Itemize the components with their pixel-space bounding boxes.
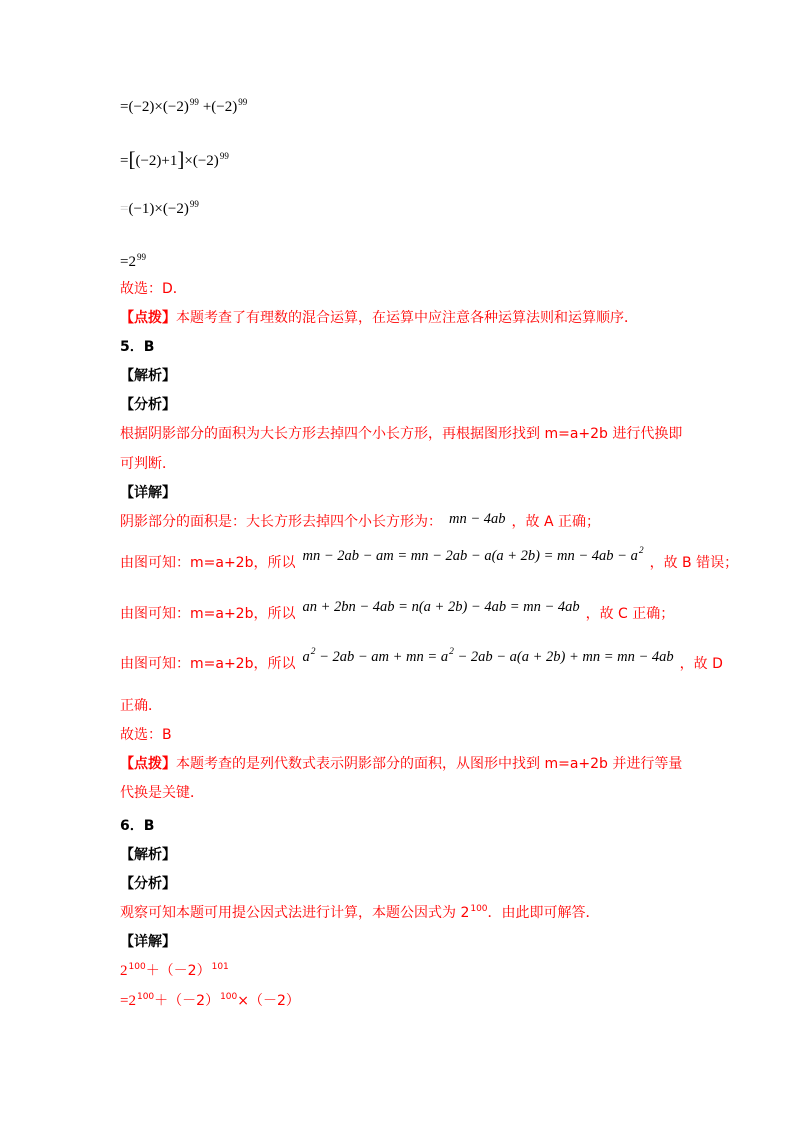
q5-detail-line-c	[120, 599, 675, 624]
q5-detail-d-formula-part-3: − 2ab − a(a + 2b) + mn = mn − 4ab	[453, 649, 674, 665]
q6-step-1	[120, 961, 229, 981]
q5-detail-b-formula-text: mn − 2ab − am = mn − 2ab − a(a + 2b) = mn − 4ab − a	[302, 548, 638, 564]
q5-detail-b-formula	[302, 548, 643, 564]
q6-step-2	[120, 991, 300, 1011]
q5-tip-line-2: 代换是关键．	[120, 785, 204, 801]
q4-step-2-expr: ×(−2)	[184, 153, 219, 169]
q4-tip	[120, 308, 638, 328]
q6-step-2-factor: ×（－2）	[237, 993, 300, 1009]
q6-step-1-exponent-1: 100	[128, 962, 146, 972]
q5-detail-d-formula-part-2: − 2ab − am + mn = a	[315, 649, 449, 665]
q6-jiexi-label: 【解析】	[120, 847, 176, 863]
q5-fenxi-label: 【分析】	[120, 397, 176, 413]
q5-detail-line-d	[120, 647, 723, 674]
q4-step-2-inner: (−2)+1	[135, 153, 178, 169]
q5-detail-d-formula-part-1: a	[302, 649, 310, 665]
q4-step-3	[120, 199, 199, 219]
q6-step-2-base: =2	[120, 993, 136, 1009]
q5-detail-d-formula-exponent-2: 2	[449, 647, 454, 657]
q4-tip-text: 本题考查了有理数的混合运算，在运算中应注意各种运算法则和运算顺序．	[176, 310, 638, 326]
q4-step-1-expr: =(−2)×(−2)	[120, 99, 189, 115]
q4-step-3-equals: =	[120, 201, 129, 217]
q5-tip-text-1: 本题考查的是列代数式表示阴影部分的面积，从图形中找到 m=a+2b 并进行等量	[176, 756, 683, 772]
q5-detail-d-continuation: 正确．	[120, 698, 162, 714]
q5-detail-d-formula	[302, 649, 673, 665]
q4-step-2	[120, 147, 229, 171]
q5-detail-a-suffix: ，故 A 正确；	[511, 514, 600, 530]
q4-step-2-right-bracket: ]	[177, 147, 185, 171]
q5-detail-d-formula-exponent-1: 2	[310, 647, 316, 657]
q5-fenxi-line-2: 可判断．	[120, 456, 176, 472]
q6-step-2-exponent-2: 100	[220, 992, 238, 1002]
q4-step-1-exponent: 99	[189, 97, 199, 107]
q5-detail-line-b	[120, 546, 739, 573]
q4-step-1-exponent-2: 99	[238, 97, 248, 107]
q6-fenxi-text	[120, 903, 600, 923]
q4-step-3-expr: (−1)×(−2)	[128, 201, 189, 217]
q4-tip-label: 【点拨】	[120, 310, 176, 326]
q4-step-2-left-bracket: [	[128, 147, 136, 171]
q5-detail-d-prefix: 由图可知：m=a+2b，所以	[120, 656, 296, 672]
q6-step-1-exponent-2: 101	[211, 962, 229, 972]
q5-detail-c-formula: an + 2bn − 4ab = n(a + 2b) − 4ab = mn − 4ab	[302, 599, 580, 615]
q6-fenxi-text-2: ．由此即可解答．	[487, 905, 600, 921]
q5-detail-c-prefix: 由图可知：m=a+2b，所以	[120, 606, 296, 622]
q4-answer: 故选：D．	[120, 281, 187, 297]
q6-step-1-term: ＋（－2）	[145, 963, 211, 979]
q6-step-2-term: ＋（－2）	[154, 993, 220, 1009]
q5-detail-line-a	[120, 512, 600, 532]
q6-fenxi-label: 【分析】	[120, 876, 176, 892]
q6-heading: 6．B	[120, 818, 155, 834]
q6-fenxi-exponent: 100	[470, 904, 488, 914]
q4-step-4	[120, 252, 146, 272]
q5-xiangjie-label: 【详解】	[120, 485, 176, 501]
q5-detail-a-prefix: 阴影部分的面积是：大长方形去掉四个小长方形为：	[120, 514, 442, 530]
q4-step-2-equals: =	[120, 153, 129, 169]
q5-jiexi-label: 【解析】	[120, 368, 176, 384]
q5-answer: 故选：B	[120, 727, 172, 743]
q4-step-1	[120, 97, 247, 117]
q5-detail-c-suffix: ，故 C 正确；	[585, 606, 675, 622]
q4-step-1-expr-2: +(−2)	[202, 99, 238, 115]
q4-step-3-exponent: 99	[189, 199, 199, 209]
q6-step-1-base: 2	[120, 963, 128, 979]
q5-detail-b-prefix: 由图可知：m=a+2b，所以	[120, 555, 296, 571]
q5-detail-b-suffix: ，故 B 错误；	[649, 555, 739, 571]
q6-xiangjie-label: 【详解】	[120, 934, 176, 950]
q5-tip-line-1	[120, 754, 682, 774]
q5-fenxi-line-1: 根据阴影部分的面积为大长方形去掉四个小长方形，再根据图形找到 m=a+2b 进行代换即	[120, 426, 683, 442]
q6-fenxi-text-1: 观察可知本题可用提公因式法进行计算，本题公因式为 2	[120, 905, 470, 921]
q5-detail-b-formula-exponent: 2	[638, 546, 644, 556]
q4-step-4-expr: =2	[120, 254, 136, 270]
q4-step-4-exponent: 99	[136, 252, 146, 262]
q5-detail-d-suffix: ，故 D	[679, 656, 723, 672]
q5-detail-a-formula: mn − 4ab	[449, 511, 506, 527]
q5-tip-label: 【点拨】	[120, 756, 176, 772]
q4-step-2-exponent: 99	[219, 151, 229, 161]
q5-heading: 5．B	[120, 339, 155, 355]
q6-step-2-exponent-1: 100	[136, 992, 155, 1002]
